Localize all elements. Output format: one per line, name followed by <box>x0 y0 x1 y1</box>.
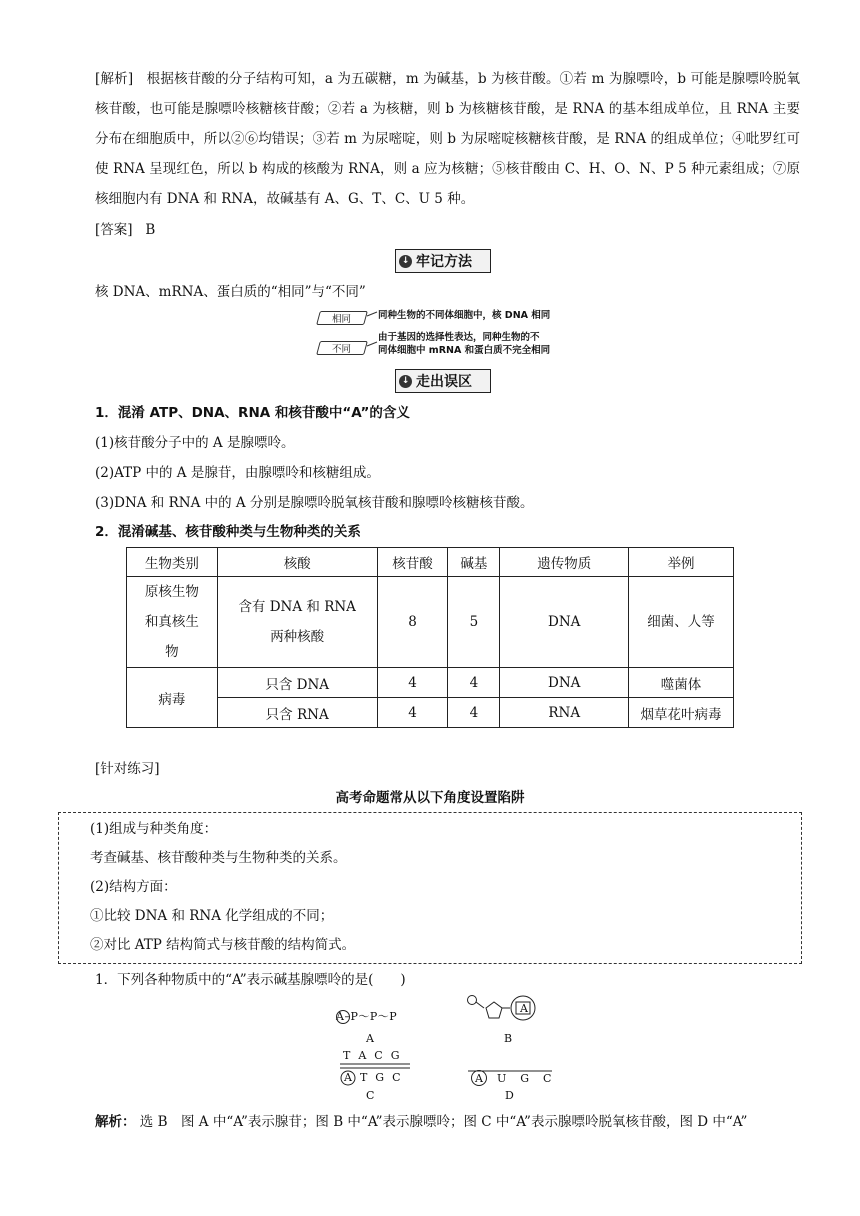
table-header: 碱基 <box>448 548 500 577</box>
mistake-1-title: 1．混淆 ATP、DNA、RNA 和核苷酸中“A”的含义 <box>95 405 410 421</box>
nucleic-acid-table <box>126 547 734 728</box>
table-header-row <box>127 548 734 577</box>
different-note <box>378 331 550 357</box>
question-1: 1．下列各种物质中的“A”表示碱基腺嘌呤的是( ) <box>95 972 406 988</box>
table-row <box>127 698 734 728</box>
table-header: 生物类别 <box>127 548 218 577</box>
mistake-1-item-1: (1)核苷酸分子中的 A 是腺嘌呤。 <box>95 435 295 451</box>
mistake-2-title: 2．混淆碱基、核苷酸种类与生物种类的关系 <box>95 524 361 540</box>
table-cell: 病毒 <box>127 668 218 728</box>
solution-line <box>95 1110 747 1130</box>
analysis-label: [解析] <box>95 71 134 87</box>
practice-label: [针对练习] <box>95 761 160 777</box>
table-cell: 只含 RNA <box>217 698 377 728</box>
trap-item: ①比较 DNA 和 RNA 化学组成的不同； <box>90 908 334 924</box>
table-header: 核苷酸 <box>377 548 448 577</box>
mistake-banner <box>395 369 491 393</box>
figure-c-label: C <box>366 1089 375 1102</box>
trap-item: (1)组成与种类角度： <box>90 821 218 837</box>
table-cell: DNA <box>500 577 629 668</box>
answer-line <box>95 218 155 238</box>
table-cell: 4 <box>377 698 448 728</box>
figure-b-label: B <box>504 1032 513 1045</box>
arrow-down-icon: ↓ <box>399 375 412 388</box>
trap-item: (2)结构方面： <box>90 879 177 895</box>
table-header: 举例 <box>629 548 734 577</box>
table-cell: 含有 DNA 和 RNA 两种核酸 <box>217 577 377 668</box>
trap-item: ②对比 ATP 结构简式与核苷酸的结构简式。 <box>90 937 356 953</box>
trap-item: 考查碱基、核苷酸种类与生物种类的关系。 <box>90 850 347 866</box>
figure-a-chain: A–P～P～P <box>336 1010 398 1023</box>
answer-label: [答案] <box>95 222 133 238</box>
table-cell: 8 <box>377 577 448 668</box>
method-title: 核 DNA、mRNA、蛋白质的“相同”与“不同” <box>95 284 366 300</box>
solution-text: 选 B 图 A 中“A”表示腺苷；图 B 中“A”表示腺嘌呤；图 C 中“A”表示腺嘌呤脱氧核苷酸，图 D 中“A” <box>139 1114 748 1130</box>
figure-d-label: D <box>505 1089 514 1102</box>
method-banner <box>395 249 491 273</box>
arrow-down-icon: ↓ <box>399 255 412 268</box>
different-tag: 不同 <box>316 341 368 355</box>
table-row <box>127 577 734 668</box>
table-cell: 4 <box>377 668 448 698</box>
table-cell: RNA <box>500 698 629 728</box>
figure-a-circle <box>335 1009 351 1025</box>
table-cell: 只含 DNA <box>217 668 377 698</box>
solution-label: 解析： <box>95 1114 136 1130</box>
same-note: 同种生物的不同体细胞中，核 DNA 相同 <box>378 310 551 321</box>
table-cell: 4 <box>448 668 500 698</box>
figure-c-top-strand: T A C G <box>343 1049 400 1062</box>
table-cell: 4 <box>448 698 500 728</box>
figure-c-bottom-strand: A T G C <box>344 1071 401 1084</box>
table-cell: 5 <box>448 577 500 668</box>
analysis-text: 根据核苷酸的分子结构可知，a 为五碳糖，m 为碱基，b 为核苷酸。①若 m 为腺嘌呤，b 可能是腺嘌呤脱氧核苷酸，也可能是腺嘌呤核糖核苷酸；②若 a 为核糖，则 b 为核糖核苷酸，是 RNA 的基本组成单位，且 RNA 主要分布在细胞质中，所以②⑥均错误；③若 m 为尿嘧啶，则 b 为尿嘧啶核糖核苷酸，是 RNA 的组成单位；④吡罗红可使 RNA 呈现红色，所以 b 构成的核酸为 RNA，则 a 应为核糖；⑤核苷酸由 C、H、O、N、P 5 种元素组成；⑦原核细胞内有 DNA 和 RNA，故碱基有 A、G、T、C、U 5 种。 <box>95 71 800 207</box>
table-header: 核酸 <box>217 548 377 577</box>
different-note-line1: 由于基因的选择性表达，同种生物的不 <box>378 332 540 343</box>
table-cell: DNA <box>500 668 629 698</box>
figure-a-label: A <box>366 1032 374 1045</box>
table-cell: 细菌、人等 <box>629 577 734 668</box>
table-row <box>127 668 734 698</box>
mistake-1-item-2: (2)ATP 中的 A 是腺苷，由腺嘌呤和核糖组成。 <box>95 465 380 481</box>
table-cell: 烟草花叶病毒 <box>629 698 734 728</box>
different-note-line2: 同体细胞中 mRNA 和蛋白质不完全相同 <box>378 345 551 356</box>
mistake-banner-text: 走出误区 <box>416 374 472 390</box>
figure-d-strand: A U G C <box>475 1072 552 1085</box>
trap-title: 高考命题常从以下角度设置陷阱 <box>335 790 525 806</box>
table-header: 遗传物质 <box>500 548 629 577</box>
figure-b-base: A <box>520 1002 528 1015</box>
answer-value: B <box>145 222 156 238</box>
same-tag: 相同 <box>316 311 368 325</box>
figure-b-diagram <box>466 994 542 1026</box>
table-cell: 噬菌体 <box>629 668 734 698</box>
mistake-1-item-3: (3)DNA 和 RNA 中的 A 分别是腺嘌呤脱氧核苷酸和腺嘌呤核糖核苷酸。 <box>95 495 534 511</box>
method-banner-text: 牢记方法 <box>416 254 472 270</box>
table-cell: 原核生物 和真核生 物 <box>127 577 218 668</box>
analysis-paragraph <box>95 64 800 214</box>
